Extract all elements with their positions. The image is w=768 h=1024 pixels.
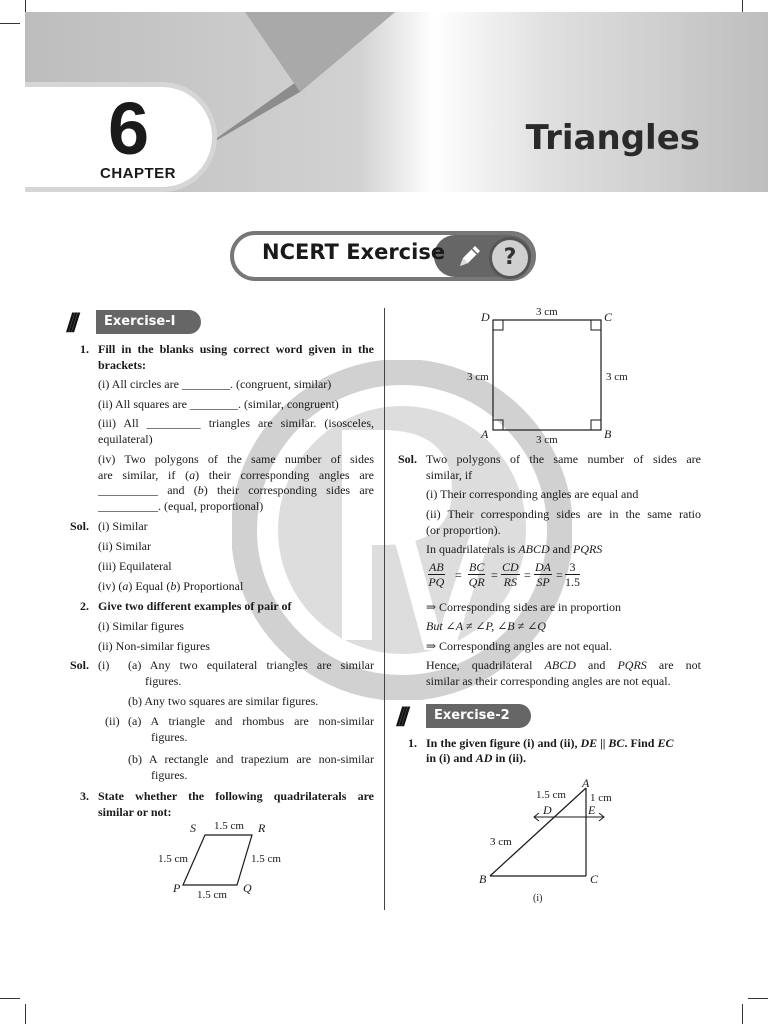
text-run: ) Equal (	[128, 579, 171, 593]
solution-2-ib: (b) Any two squares are similar figures.	[128, 694, 319, 708]
denominator: SP	[536, 575, 550, 589]
text-line: Fill in the blanks using correct word given in the	[98, 342, 374, 356]
solution-3-arrow-2: ⇒ Corresponding angles are not equal.	[426, 639, 613, 653]
solution-1-iii: (iii) Equilateral	[98, 559, 172, 573]
question-1-part-i: (i) All circles are ________. (congruent, similar)	[98, 377, 332, 391]
solution-3-arrow-1: ⇒ Corresponding sides are in proportion	[426, 600, 622, 614]
text-run: PQRS	[572, 542, 603, 556]
question-2-part-ii: (ii) Non-similar figures	[98, 639, 210, 653]
text-line: (a) Any two equilateral triangles are similar	[128, 658, 374, 672]
text-run: in (ii).	[492, 751, 527, 765]
vertex-label: P	[173, 881, 181, 895]
side-length-label: 3 cm	[536, 306, 558, 318]
side-length-label: 3 cm	[467, 371, 489, 383]
side-length-label: 1 cm	[590, 792, 612, 804]
text-line: figures.	[151, 767, 188, 782]
vertex-label: E	[588, 803, 596, 817]
question-number: 1.	[408, 736, 417, 750]
text-run: In the given figure (i) and (ii),	[426, 736, 581, 750]
equals-sign: =	[455, 568, 462, 582]
vertex-label: B	[604, 427, 612, 441]
question-number: 3.	[80, 789, 89, 803]
vertex-label: A	[481, 427, 489, 441]
text-run: ABCD	[518, 542, 550, 556]
text-run: in (i) and	[426, 751, 476, 765]
question-2-part-i: (i) Similar figures	[98, 619, 184, 633]
text-run: DE	[580, 736, 598, 750]
text-line: State whether the following quadrilaterals are	[98, 789, 374, 803]
question-mark-icon: ?	[489, 237, 531, 279]
vertex-label: R	[258, 821, 266, 835]
side-length-label: 1.5 cm	[251, 853, 281, 865]
text-run: ||	[597, 736, 609, 750]
text-line: Two polygons of the same number of sides are	[426, 452, 701, 466]
text-run: and	[575, 658, 618, 672]
equals-sign: =	[524, 568, 531, 582]
text-run: b	[170, 579, 177, 593]
vertex-label: Q	[243, 881, 252, 895]
equals-sign: =	[491, 568, 498, 582]
figure-caption: (i)	[533, 893, 543, 904]
question-number: 1.	[80, 342, 89, 356]
ncert-banner-label: NCERT Exercise	[262, 240, 446, 264]
numerator: AB	[429, 560, 444, 574]
slash-decoration-icon: ///	[396, 702, 405, 730]
solution-1-i: (i) Similar	[98, 519, 148, 533]
text-run: EC	[657, 736, 674, 750]
text-run: PQRS	[617, 658, 647, 672]
equals-sign: =	[556, 568, 563, 582]
text-line: similar or not:	[98, 804, 172, 819]
vertex-label: S	[190, 821, 196, 835]
solution-3-i: (i) Their corresponding angles are equal and	[426, 487, 639, 501]
text-line: (a) A triangle and rhombus are non-similar	[128, 714, 374, 728]
solution-label: Sol.	[70, 519, 90, 533]
chapter-label: CHAPTER	[100, 165, 177, 182]
solution-2-ii-num: (ii)	[105, 714, 120, 728]
exercise-2-label: Exercise-2	[426, 704, 531, 728]
text-line: (or proportion).	[426, 522, 501, 537]
text-line: figures.	[145, 673, 182, 688]
text-line: similar as their corresponding angles are not equal.	[426, 673, 671, 688]
vertex-label: C	[604, 310, 613, 324]
text-run: ) Proportional	[176, 579, 244, 593]
numerator: BC	[469, 560, 485, 574]
numerator: 3	[565, 560, 580, 575]
solution-label: Sol.	[70, 658, 90, 672]
text-run: (iv) (	[98, 579, 123, 593]
solution-2-i-num: (i)	[98, 658, 110, 672]
text-run: In quadrilaterals is	[426, 542, 519, 556]
text-run: are not	[646, 658, 702, 672]
denominator: PQ	[428, 575, 445, 589]
vertex-label: B	[479, 872, 487, 886]
text-run: a	[122, 579, 129, 593]
denominator: QR	[468, 575, 485, 589]
text-line: (iv) Two polygons of the same number of sides	[98, 452, 374, 466]
side-length-label: 1.5 cm	[214, 820, 244, 832]
question-number: 2.	[80, 599, 89, 613]
text-run: Hence, quadrilateral	[426, 658, 545, 672]
denominator: 1.5	[565, 575, 580, 589]
side-length-label: 3 cm	[606, 371, 628, 383]
text-run: and	[549, 542, 573, 556]
chapter-number: 6	[108, 87, 150, 170]
text-line: similar, if	[426, 467, 473, 482]
text-line: (iii) All _________ triangles are similar. (isosceles,	[98, 416, 374, 430]
text-line: brackets:	[98, 357, 146, 372]
text-run: BC	[608, 736, 625, 750]
text-run: a	[189, 467, 196, 482]
side-length-label: 3 cm	[490, 836, 512, 848]
exercise-1-label: Exercise-I	[96, 310, 201, 334]
side-length-label: 1.5 cm	[536, 789, 566, 801]
text-line: figures.	[151, 729, 188, 744]
side-length-label: 1.5 cm	[197, 889, 227, 901]
vertex-label: D	[543, 803, 552, 817]
text-run: are similar, if (	[98, 467, 190, 482]
side-length-label: 1.5 cm	[158, 853, 188, 865]
text-run: ABCD	[544, 658, 576, 672]
slash-decoration-icon: ///	[66, 308, 75, 336]
text-line: equilateral)	[98, 431, 153, 446]
text-run: __________ and (	[98, 483, 198, 497]
side-length-label: 3 cm	[536, 434, 558, 446]
text-run: ) their corresponding angles are	[195, 467, 374, 482]
denominator: RS	[503, 575, 517, 589]
chapter-title: Triangles	[525, 118, 700, 158]
vertex-label: D	[481, 310, 490, 324]
text-run: ) their corresponding sides are	[203, 483, 374, 497]
text-run: b	[197, 483, 204, 497]
vertex-label: A	[582, 776, 590, 790]
numerator: CD	[502, 560, 519, 574]
text-line: (ii) Their corresponding sides are in the same ratio	[426, 507, 701, 521]
text-line: (b) A rectangle and trapezium are non-similar	[128, 752, 374, 766]
text-run: . Find	[624, 736, 658, 750]
question-1-part-ii: (ii) All squares are ________. (similar, congruent)	[98, 397, 339, 411]
text-run: AD	[475, 751, 493, 765]
solution-1-ii: (ii) Similar	[98, 539, 151, 553]
numerator: DA	[535, 560, 551, 574]
question-2-prompt: Give two different examples of pair of	[98, 599, 292, 613]
solution-label: Sol.	[398, 452, 418, 466]
vertex-label: C	[590, 872, 599, 886]
solution-3-but: But ∠A ≠ ∠P, ∠B ≠ ∠Q	[426, 619, 546, 633]
text-line: __________. (equal, proportional)	[98, 498, 264, 513]
